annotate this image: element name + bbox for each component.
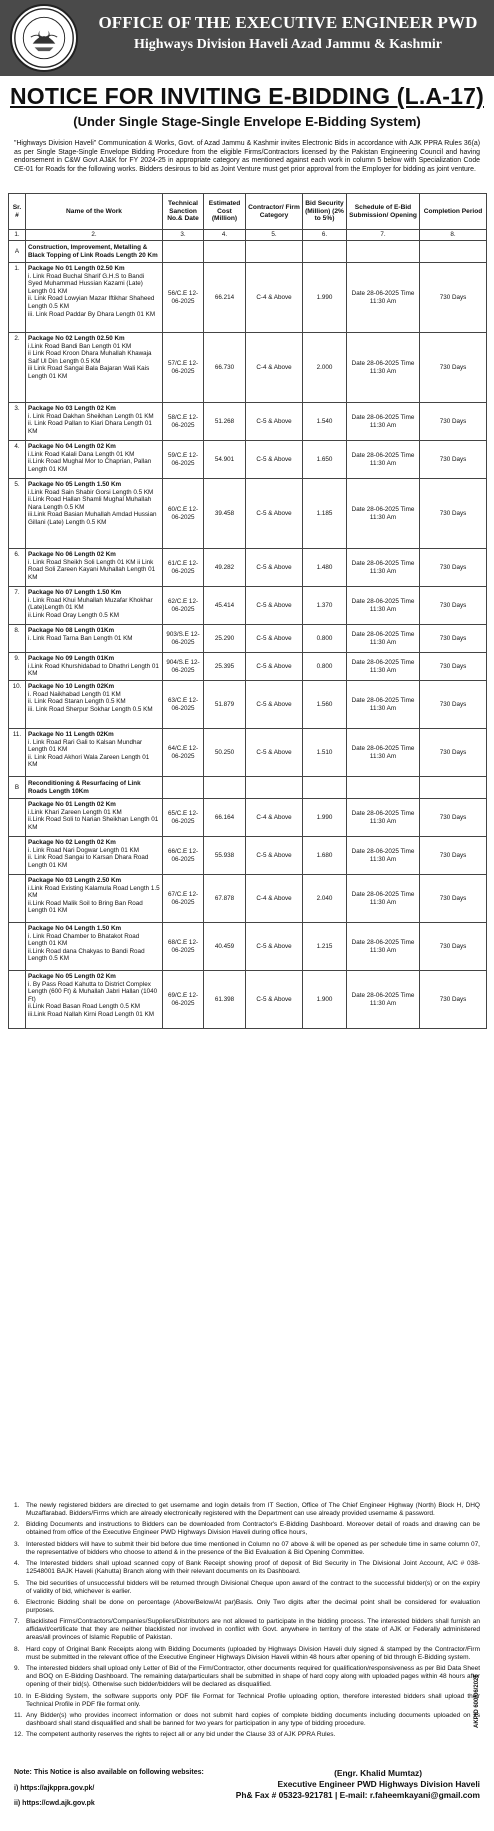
technical-sanction: 59/C.E 12-06-2025 (163, 441, 204, 479)
completion-period: 730 Days (420, 729, 487, 777)
technical-sanction: 57/C.E 12-06-2025 (163, 333, 204, 403)
note-number: 8. (14, 1645, 20, 1653)
intro-paragraph: "Highways Division Haveli" Communication & Works, Govt. of Azad Jammu & Kashmir invites Electronic Bids in accordance with AJK PPRA Rules 36(a) as per Single Stage-Single Envelope Bidding Procedure from the eligible Firms/Contractors licensed by the Pakistan Engineering Council and having endorsement in C&W Govt AJ&K for FY 2024-25 in appropriate category as mentioned against each work in column 5 below with Specialization Code CE-01 for Roads for the following works. Bidders desirous to bid as Joint Venture must get prior approval from the Employer for bidding as joint venture. (14, 140, 480, 173)
bid-security: 1.185 (303, 479, 347, 549)
work-name (26, 729, 163, 777)
technical-sanction: 903/S.E 12-06-2025 (163, 625, 204, 653)
column-number: 1. (9, 230, 26, 241)
section-label: A (9, 241, 26, 263)
estimated-cost: 51.879 (204, 681, 246, 729)
empty-cell (246, 777, 303, 799)
bid-schedule: Date 28-06-2025 Time 11:30 Am (347, 875, 420, 923)
work-name (26, 549, 163, 587)
work-name (26, 799, 163, 837)
technical-sanction: 69/C.E 12-06-2025 (163, 971, 204, 1029)
column-number: 3. (163, 230, 204, 241)
contractor-category: C-5 & Above (246, 729, 303, 777)
work-name (26, 441, 163, 479)
package-title: Package No 07 Length 1.50 Km (28, 589, 122, 596)
empty-cell (420, 777, 487, 799)
bid-schedule: Date 28-06-2025 Time 11:30 Am (347, 549, 420, 587)
bid-security: 1.215 (303, 923, 347, 971)
contractor-category: C-5 & Above (246, 479, 303, 549)
note-text: Bidding Documents and instructions to Bidders can be downloaded from Contractor's E-Bidding Dashboard. Moreover detail of roads and drawing can be obtained from office of the Executive Engineer PWD Highways Division Haveli during office hours, (26, 1521, 480, 1537)
technical-sanction: 68/C.E 12-06-2025 (163, 923, 204, 971)
completion-period: 730 Days (420, 441, 487, 479)
empty-cell (347, 241, 420, 263)
technical-sanction: 904/S.E 12-06-2025 (163, 653, 204, 681)
note-number: 7. (14, 1618, 20, 1626)
road-item: i. Link Road Nari Dogwar Length 01 KM (28, 846, 139, 854)
completion-period: 730 Days (420, 971, 487, 1029)
road-item: ii. Link Road Pallan to Kiari Dhara Length 01 KM (28, 420, 152, 435)
completion-period: 730 Days (420, 403, 487, 441)
contractor-category: C-5 & Above (246, 971, 303, 1029)
empty-cell (204, 241, 246, 263)
package-title: Package No 05 Length 1.50 Km (28, 481, 122, 488)
website-link-ppra[interactable]: i) https://ajkppra.gov.pk/ (14, 1785, 95, 1792)
road-item: i. Road Naikhabad Length 01 KM (28, 690, 121, 698)
work-name (26, 403, 163, 441)
table-row (9, 441, 487, 479)
road-item: ii. Link Road Lowyian Mazar Iftikhar Shaheed Length 0.5 KM (28, 295, 155, 310)
column-header-2: Name of the Work (26, 194, 163, 230)
bid-schedule: Date 28-06-2025 Time 11:30 Am (347, 923, 420, 971)
completion-period: 730 Days (420, 681, 487, 729)
bid-schedule: Date 28-06-2025 Time 11:30 Am (347, 681, 420, 729)
table-row (9, 549, 487, 587)
work-name (26, 681, 163, 729)
contractor-category: C-5 & Above (246, 625, 303, 653)
column-number: 5. (246, 230, 303, 241)
contractor-category: C-4 & Above (246, 875, 303, 923)
serial-number (9, 837, 26, 875)
note-text: In E-Bidding System, the software supports only PDF file Format for Technical Profile uploading option, therefore interested bidders shall upload their Technical Profile in PDF file format only. (26, 1692, 480, 1708)
note-item (14, 1618, 480, 1642)
table-row (9, 799, 487, 837)
work-name (26, 875, 163, 923)
contractor-category: C-5 & Above (246, 549, 303, 587)
note-text: Any Bidder(s) who provides incorrect information or does not submit hard copies of complete bidding documents including documents uploaded on its dashboard shall stand disqualified and shall be banned for two years for participation in any type of bidding procedure. (26, 1711, 480, 1728)
contractor-category: C-5 & Above (246, 681, 303, 729)
bid-schedule: Date 28-06-2025 Time 11:30 Am (347, 653, 420, 681)
road-item: iii. Link Road Paddar By Dhara Length 01 KM (28, 310, 156, 318)
bid-schedule: Date 28-06-2025 Time 11:30 Am (347, 403, 420, 441)
technical-sanction: 63/C.E 12-06-2025 (163, 681, 204, 729)
work-name (26, 263, 163, 333)
contractor-category: C-5 & Above (246, 923, 303, 971)
road-item: i. Link Road Sheikh Soli Length 01 KM ii Link Road Soli Zareen Kayani Muhallah Length 01 KM (28, 558, 156, 581)
estimated-cost: 67.878 (204, 875, 246, 923)
serial-number: 5. (9, 479, 26, 549)
table-row (9, 403, 487, 441)
road-item: ii.Link Road Basan Road Length 0.5 KM (28, 1003, 141, 1011)
technical-sanction: 66/C.E 12-06-2025 (163, 837, 204, 875)
road-item: ii.Link Road Oray Length 0.5 KM (28, 611, 120, 619)
bid-security: 0.800 (303, 625, 347, 653)
bid-security: 1.480 (303, 549, 347, 587)
estimated-cost: 39.458 (204, 479, 246, 549)
note-number: 2. (14, 1521, 20, 1529)
empty-cell (163, 241, 204, 263)
road-item: i.Link Khari Zareen Length 01 KM (28, 808, 122, 816)
bid-schedule: Date 28-06-2025 Time 11:30 Am (347, 263, 420, 333)
bid-security: 1.510 (303, 729, 347, 777)
column-header-5: Contractor/ Firm Category (246, 194, 303, 230)
empty-cell (204, 777, 246, 799)
contractor-category: C-4 & Above (246, 333, 303, 403)
note-text: The Interested bidders shall upload scanned copy of Bank Receipt showing proof of deposit of Bid Security in The Divisional Joint Account, A/C # 038-12548001 BAJK Haveli (Kahutta) Branch along with their relevant documents on its Dashboard. (26, 1560, 480, 1576)
table-row (9, 875, 487, 923)
note-number: 9. (14, 1665, 20, 1673)
note-text: The interested bidders shall upload only Letter of Bid of the Firm/Contractor, other documents required for qualification/responsiveness as per Bid Data Sheet and BOQ on E-Bidding Dashboard. The remaining data/particulars shall be submitted in shape of hard copy along with uploaded pages within 48 hours after opening of their bid(s). Otherwise such bidder/bidders will be declared as disqualified. (26, 1665, 480, 1689)
empty-cell (347, 777, 420, 799)
serial-number (9, 971, 26, 1029)
note-item (14, 1580, 480, 1596)
serial-number: 1. (9, 263, 26, 333)
road-item: i. Link Road Buchal Sharif G.H.S to Bandi Syed Muhammad Hussian Kazami (Late) Length 01 KM (28, 272, 145, 295)
contractor-category: C-5 & Above (246, 653, 303, 681)
note-text: Hard copy of Original Bank Receipts along with Bidding Documents (uploaded by Highways Division Haveli duly signed & stamped by the Contractor/Firm must be submitted in the relevant office of the Executive Engineer Highways Division Haveli within 48 hours after opening of bid through E-Bidding system. (26, 1645, 480, 1661)
package-title: Package No 06 Length 02 Km (28, 551, 116, 558)
work-name (26, 837, 163, 875)
section-row (9, 777, 487, 799)
note-number: 10. (14, 1692, 24, 1700)
signatory-contact: Ph& Fax # 05323-921781 | E-mail: r.faheemkayani@gmail.com (235, 1790, 480, 1801)
package-title: Package No 10 Length 02Km (28, 683, 115, 690)
completion-period: 730 Days (420, 549, 487, 587)
completion-period: 730 Days (420, 479, 487, 549)
package-title: Package No 02 Length 02.50 Km (28, 335, 125, 342)
estimated-cost: 49.282 (204, 549, 246, 587)
serial-number (9, 875, 26, 923)
bid-schedule: Date 28-06-2025 Time 11:30 Am (347, 333, 420, 403)
contractor-category: C-4 & Above (246, 263, 303, 333)
package-title: Package No 09 Length 01Km (28, 655, 115, 662)
section-label: B (9, 777, 26, 799)
bid-security: 1.900 (303, 971, 347, 1029)
road-item: i. By Pass Road Kahutta to District Complex Length (600 Ft) & Muhallah Jabri Hallan (1040 Ft) (28, 980, 158, 1003)
work-name (26, 625, 163, 653)
completion-period: 730 Days (420, 587, 487, 625)
road-item: i. Link Road Chamber to Bhatakot Road Length 01 KM (28, 932, 140, 948)
package-title: Package No 11 Length 02Km (28, 731, 114, 738)
bid-security: 1.370 (303, 587, 347, 625)
note-item (14, 1521, 480, 1537)
bid-schedule: Date 28-06-2025 Time 11:30 Am (347, 587, 420, 625)
note-number: 11. (14, 1711, 23, 1719)
road-item: i.Link Road Existing Kalamula Road Length 1.5 KM (28, 884, 160, 900)
completion-period: 730 Days (420, 653, 487, 681)
table-body (9, 230, 487, 1029)
technical-sanction: 62/C.E 12-06-2025 (163, 587, 204, 625)
bid-security: 0.800 (303, 653, 347, 681)
table-row (9, 263, 487, 333)
road-item: ii.Link Road Soli to Narian Sheikhan Length 01 KM (28, 816, 159, 831)
table-row (9, 923, 487, 971)
road-item: ii. Link Road Staran Length 0.5 KM (28, 698, 126, 706)
division-subtitle: Highways Division Haveli Azad Jammu & Kashmir (133, 37, 443, 52)
table-row (9, 681, 487, 729)
work-name (26, 923, 163, 971)
serial-number: 10. (9, 681, 26, 729)
estimated-cost: 25.395 (204, 653, 246, 681)
contractor-category: C-5 & Above (246, 441, 303, 479)
road-item: i. Link Road Khui Muhallah Muzafar Khokhar (Late)Length 01 KM (28, 596, 153, 612)
note-number: 1. (14, 1502, 20, 1509)
road-item: ii.Link Road Hallan Shamli Mughal Muhallah Nara Length 0.5 KM (28, 496, 152, 511)
table-row (9, 333, 487, 403)
road-item: i.Link Road Sain Shabir Gorsi Length 0.5 KM (28, 488, 154, 496)
notice-title: NOTICE FOR INVITING E-BIDDING (L.A-17) (10, 83, 484, 109)
section-title: Reconditioning & Resurfacing of Link Roads Length 10Km (26, 777, 163, 799)
estimated-cost: 51.268 (204, 403, 246, 441)
table-row (9, 653, 487, 681)
estimated-cost: 66.214 (204, 263, 246, 333)
note-text: The competent authority reserves the rights to reject all or any bid under the Clause 33 of AJK PPRA Rules. (26, 1731, 336, 1739)
bid-schedule: Date 28-06-2025 Time 11:30 Am (347, 729, 420, 777)
road-item: ii Link Road Kroon Dhara Muhallah Khawaja Saif Ul Din Length 0.5 KM (28, 350, 152, 365)
technical-sanction: 64/C.E 12-06-2025 (163, 729, 204, 777)
road-item: ii.Link Road Malik Soil to Bring Ban Road Length 01 KM (28, 899, 143, 915)
completion-period: 730 Days (420, 799, 487, 837)
road-item: iii. Link Road Sherpur Sokhar Length 0.5 KM (28, 705, 153, 713)
work-name (26, 333, 163, 403)
technical-sanction: 67/C.E 12-06-2025 (163, 875, 204, 923)
completion-period: 730 Days (420, 837, 487, 875)
technical-sanction: 56/C.E 12-06-2025 (163, 263, 204, 333)
serial-number: 3. (9, 403, 26, 441)
note-item (14, 1646, 480, 1662)
serial-number: 7. (9, 587, 26, 625)
column-number: 2. (26, 230, 163, 241)
note-item (14, 1502, 480, 1518)
road-item: ii. Link Road Sangai to Karsan Dhara Road Length 01 KM (28, 854, 149, 869)
note-item (14, 1731, 480, 1739)
completion-period: 730 Days (420, 333, 487, 403)
empty-cell (420, 241, 487, 263)
serial-number: 6. (9, 549, 26, 587)
empty-cell (163, 777, 204, 799)
notes-list (14, 1502, 480, 1743)
estimated-cost: 61.398 (204, 971, 246, 1029)
empty-cell (303, 241, 347, 263)
package-title: Package No 01 Length 02.50 Km (28, 265, 125, 272)
header-band (0, 0, 494, 76)
note-number: 5. (14, 1579, 20, 1587)
government-seal-icon (10, 4, 78, 72)
road-item: i. Link Road Tarna Ban Length 01 KM (28, 634, 133, 642)
works-table (8, 193, 487, 1029)
technical-sanction: 61/C.E 12-06-2025 (163, 549, 204, 587)
website-link-cwd[interactable]: ii) https://cwd.ajk.gov.pk (14, 1800, 95, 1807)
bid-schedule: Date 28-06-2025 Time 11:30 Am (347, 625, 420, 653)
bid-security: 1.990 (303, 263, 347, 333)
road-item: iii.Link Road Nallah Kirni Road Length 01 KM (28, 1010, 155, 1018)
work-name (26, 587, 163, 625)
estimated-cost: 25.290 (204, 625, 246, 653)
serial-number: 2. (9, 333, 26, 403)
work-name (26, 653, 163, 681)
package-title: Package No 04 Length 1.50 Km (28, 925, 122, 932)
bid-security: 1.650 (303, 441, 347, 479)
section-row (9, 241, 487, 263)
note-text: Interested bidders will have to submit their bid before due time mentioned in Column no 07 above & will be opened as per schedule time in same column 07, the representative of bidders who choose to attend & in the presence of the Bid Evaluation & Bid Opening Committee. (26, 1540, 480, 1556)
road-item: iii Link Road Sangai Bala Bajaran Wali Kais Length 01 KM (28, 365, 150, 380)
note-item (14, 1599, 480, 1615)
column-number-row (9, 230, 487, 241)
road-item: ii.Link Road dana Chakyas to Bandi Road Length 0.5 KM (28, 947, 145, 963)
serial-number: 9. (9, 653, 26, 681)
road-item: ii.Link Road Mughal Mor to Chaprian, Pallan Length 01 KM (28, 458, 152, 473)
column-header-7: Schedule of E-Bid Submission/ Opening (347, 194, 420, 230)
table-row (9, 625, 487, 653)
column-header-8: Completion Period (420, 194, 487, 230)
table-row (9, 479, 487, 549)
work-name (26, 971, 163, 1029)
package-title: Package No 03 Length 2.50 Km (28, 877, 122, 884)
bid-security: 1.540 (303, 403, 347, 441)
bid-security: 2.000 (303, 333, 347, 403)
note-number: 4. (14, 1560, 20, 1568)
bid-security: 1.990 (303, 799, 347, 837)
package-title: Package No 03 Length 02 Km (28, 405, 116, 412)
road-item: i.Link Road Bandi Ban Length 01 KM (28, 342, 132, 350)
note-item (14, 1693, 480, 1709)
bid-schedule: Date 28-06-2025 Time 11:30 Am (347, 799, 420, 837)
note-item (14, 1560, 480, 1576)
empty-cell (303, 777, 347, 799)
serial-number (9, 799, 26, 837)
road-item: i.Link Road Kalali Dana Length 01 KM (28, 450, 135, 458)
technical-sanction: 60/C.E 12-06-2025 (163, 479, 204, 549)
websites-heading: Note: This Notice is also available on following websites: (14, 1769, 204, 1776)
bid-security: 2.040 (303, 875, 347, 923)
road-item: ii. Link Road Akhori Wala Zareen Length 01 KM (28, 753, 150, 769)
section-title: Construction, Improvement, Metalling & Black Topping of Link Roads Length 20 Km (26, 241, 163, 263)
bid-security: 1.680 (303, 837, 347, 875)
estimated-cost: 54.901 (204, 441, 246, 479)
note-text: Electronic Bidding shall be done on percentage (Above/Below/At par)Basis. Only Two digits after the decimal point shall be considered for evaluation purposes. (26, 1598, 480, 1614)
note-item (14, 1541, 480, 1557)
note-item (14, 1712, 480, 1728)
bid-schedule: Date 28-06-2025 Time 11:30 Am (347, 971, 420, 1029)
package-title: Package No 08 Length 01Km (28, 627, 115, 634)
road-item: i.Link Road Khurshidabad to Dhathri Length 01 KM (28, 662, 159, 678)
table-row (9, 729, 487, 777)
vertical-reference-code: AKPID 600/06/2025 (474, 1674, 480, 1728)
notice-subtitle: (Under Single Stage-Single Envelope E-Bidding System) (73, 114, 421, 129)
estimated-cost: 66.164 (204, 799, 246, 837)
estimated-cost: 45.414 (204, 587, 246, 625)
column-number: 7. (347, 230, 420, 241)
note-item (14, 1665, 480, 1689)
serial-number: 8. (9, 625, 26, 653)
note-number: 3. (14, 1540, 20, 1548)
package-title: Package No 05 Length 02 Km (28, 973, 116, 980)
package-title: Package No 01 Length 02 Km (28, 801, 116, 808)
estimated-cost: 50.250 (204, 729, 246, 777)
signature-block (160, 1768, 480, 1802)
completion-period: 730 Days (420, 625, 487, 653)
bid-schedule: Date 28-06-2025 Time 11:30 Am (347, 837, 420, 875)
estimated-cost: 55.938 (204, 837, 246, 875)
serial-number (9, 923, 26, 971)
completion-period: 730 Days (420, 875, 487, 923)
contractor-category: C-5 & Above (246, 837, 303, 875)
work-name (26, 479, 163, 549)
table-row (9, 587, 487, 625)
technical-sanction: 58/C.E 12-06-2025 (163, 403, 204, 441)
note-text: The newly registered bidders are directed to get username and login details from IT Section, Office of The Chief Engineer Highway (North) Block H, DHQ Muzaffarabad. Bidders/Firms which are already electronically registered with the Department can use already provided username & password. (26, 1502, 480, 1518)
signatory-title: Executive Engineer PWD Highways Division Haveli (277, 1779, 480, 1790)
table-header-row (9, 194, 487, 230)
column-number: 8. (420, 230, 487, 241)
note-text: The bid securities of unsuccessful bidders will be returned through Divisional Cheque upon award of the contract to the successful bidder(s) or on the expiry of validity of bid, whichever is earlier. (26, 1579, 480, 1595)
column-header-4: Estimated Cost (Million) (204, 194, 246, 230)
column-header-3: Technical Sanction No.& Date (163, 194, 204, 230)
serial-number: 11. (9, 729, 26, 777)
technical-sanction: 65/C.E 12-06-2025 (163, 799, 204, 837)
package-title: Package No 04 Length 02 Km (28, 443, 116, 450)
column-header-6: Bid Security (Million) (2% to 5%) (303, 194, 347, 230)
bid-schedule: Date 28-06-2025 Time 11:30 Am (347, 479, 420, 549)
estimated-cost: 40.459 (204, 923, 246, 971)
table-row (9, 971, 487, 1029)
empty-cell (246, 241, 303, 263)
package-title: Package No 02 Length 02 Km (28, 839, 116, 846)
column-number: 4. (204, 230, 246, 241)
bid-security: 1.560 (303, 681, 347, 729)
contractor-category: C-4 & Above (246, 799, 303, 837)
bid-schedule: Date 28-06-2025 Time 11:30 Am (347, 441, 420, 479)
road-item: iii.Link Road Basian Muhallah Amdad Hussian Gillani (Late) Length 0.5 KM (28, 511, 157, 526)
note-number: 6. (14, 1598, 20, 1606)
note-text: Blacklisted Firms/Contractors/Companies/Suppliers/Distributors are not allowed to participate in the bidding process. The interested bidders shall furnish an affidavit/certificate that they are neither blacklisted nor involved in conflict with Govt. anywhere in territory of the state of AJK or Federally administered areas/all provinces of Islamic Republic of Pakistan. (26, 1618, 480, 1642)
column-number: 6. (303, 230, 347, 241)
contractor-category: C-5 & Above (246, 403, 303, 441)
estimated-cost: 66.730 (204, 333, 246, 403)
contractor-category: C-5 & Above (246, 587, 303, 625)
road-item: i. Link Road Rari Gali to Kalsan Mundhar Length 01 KM (28, 738, 143, 754)
completion-period: 730 Days (420, 923, 487, 971)
road-item: i. Link Road Dakhan Sheikhan Length 01 KM (28, 412, 154, 420)
completion-period: 730 Days (420, 263, 487, 333)
table-row (9, 837, 487, 875)
office-title: OFFICE OF THE EXECUTIVE ENGINEER PWD (98, 13, 478, 32)
serial-number: 4. (9, 441, 26, 479)
note-number: 12. (14, 1731, 24, 1739)
column-header-1: Sr. # (9, 194, 26, 230)
signatory-name: (Engr. Khalid Mumtaz) (334, 1768, 422, 1778)
